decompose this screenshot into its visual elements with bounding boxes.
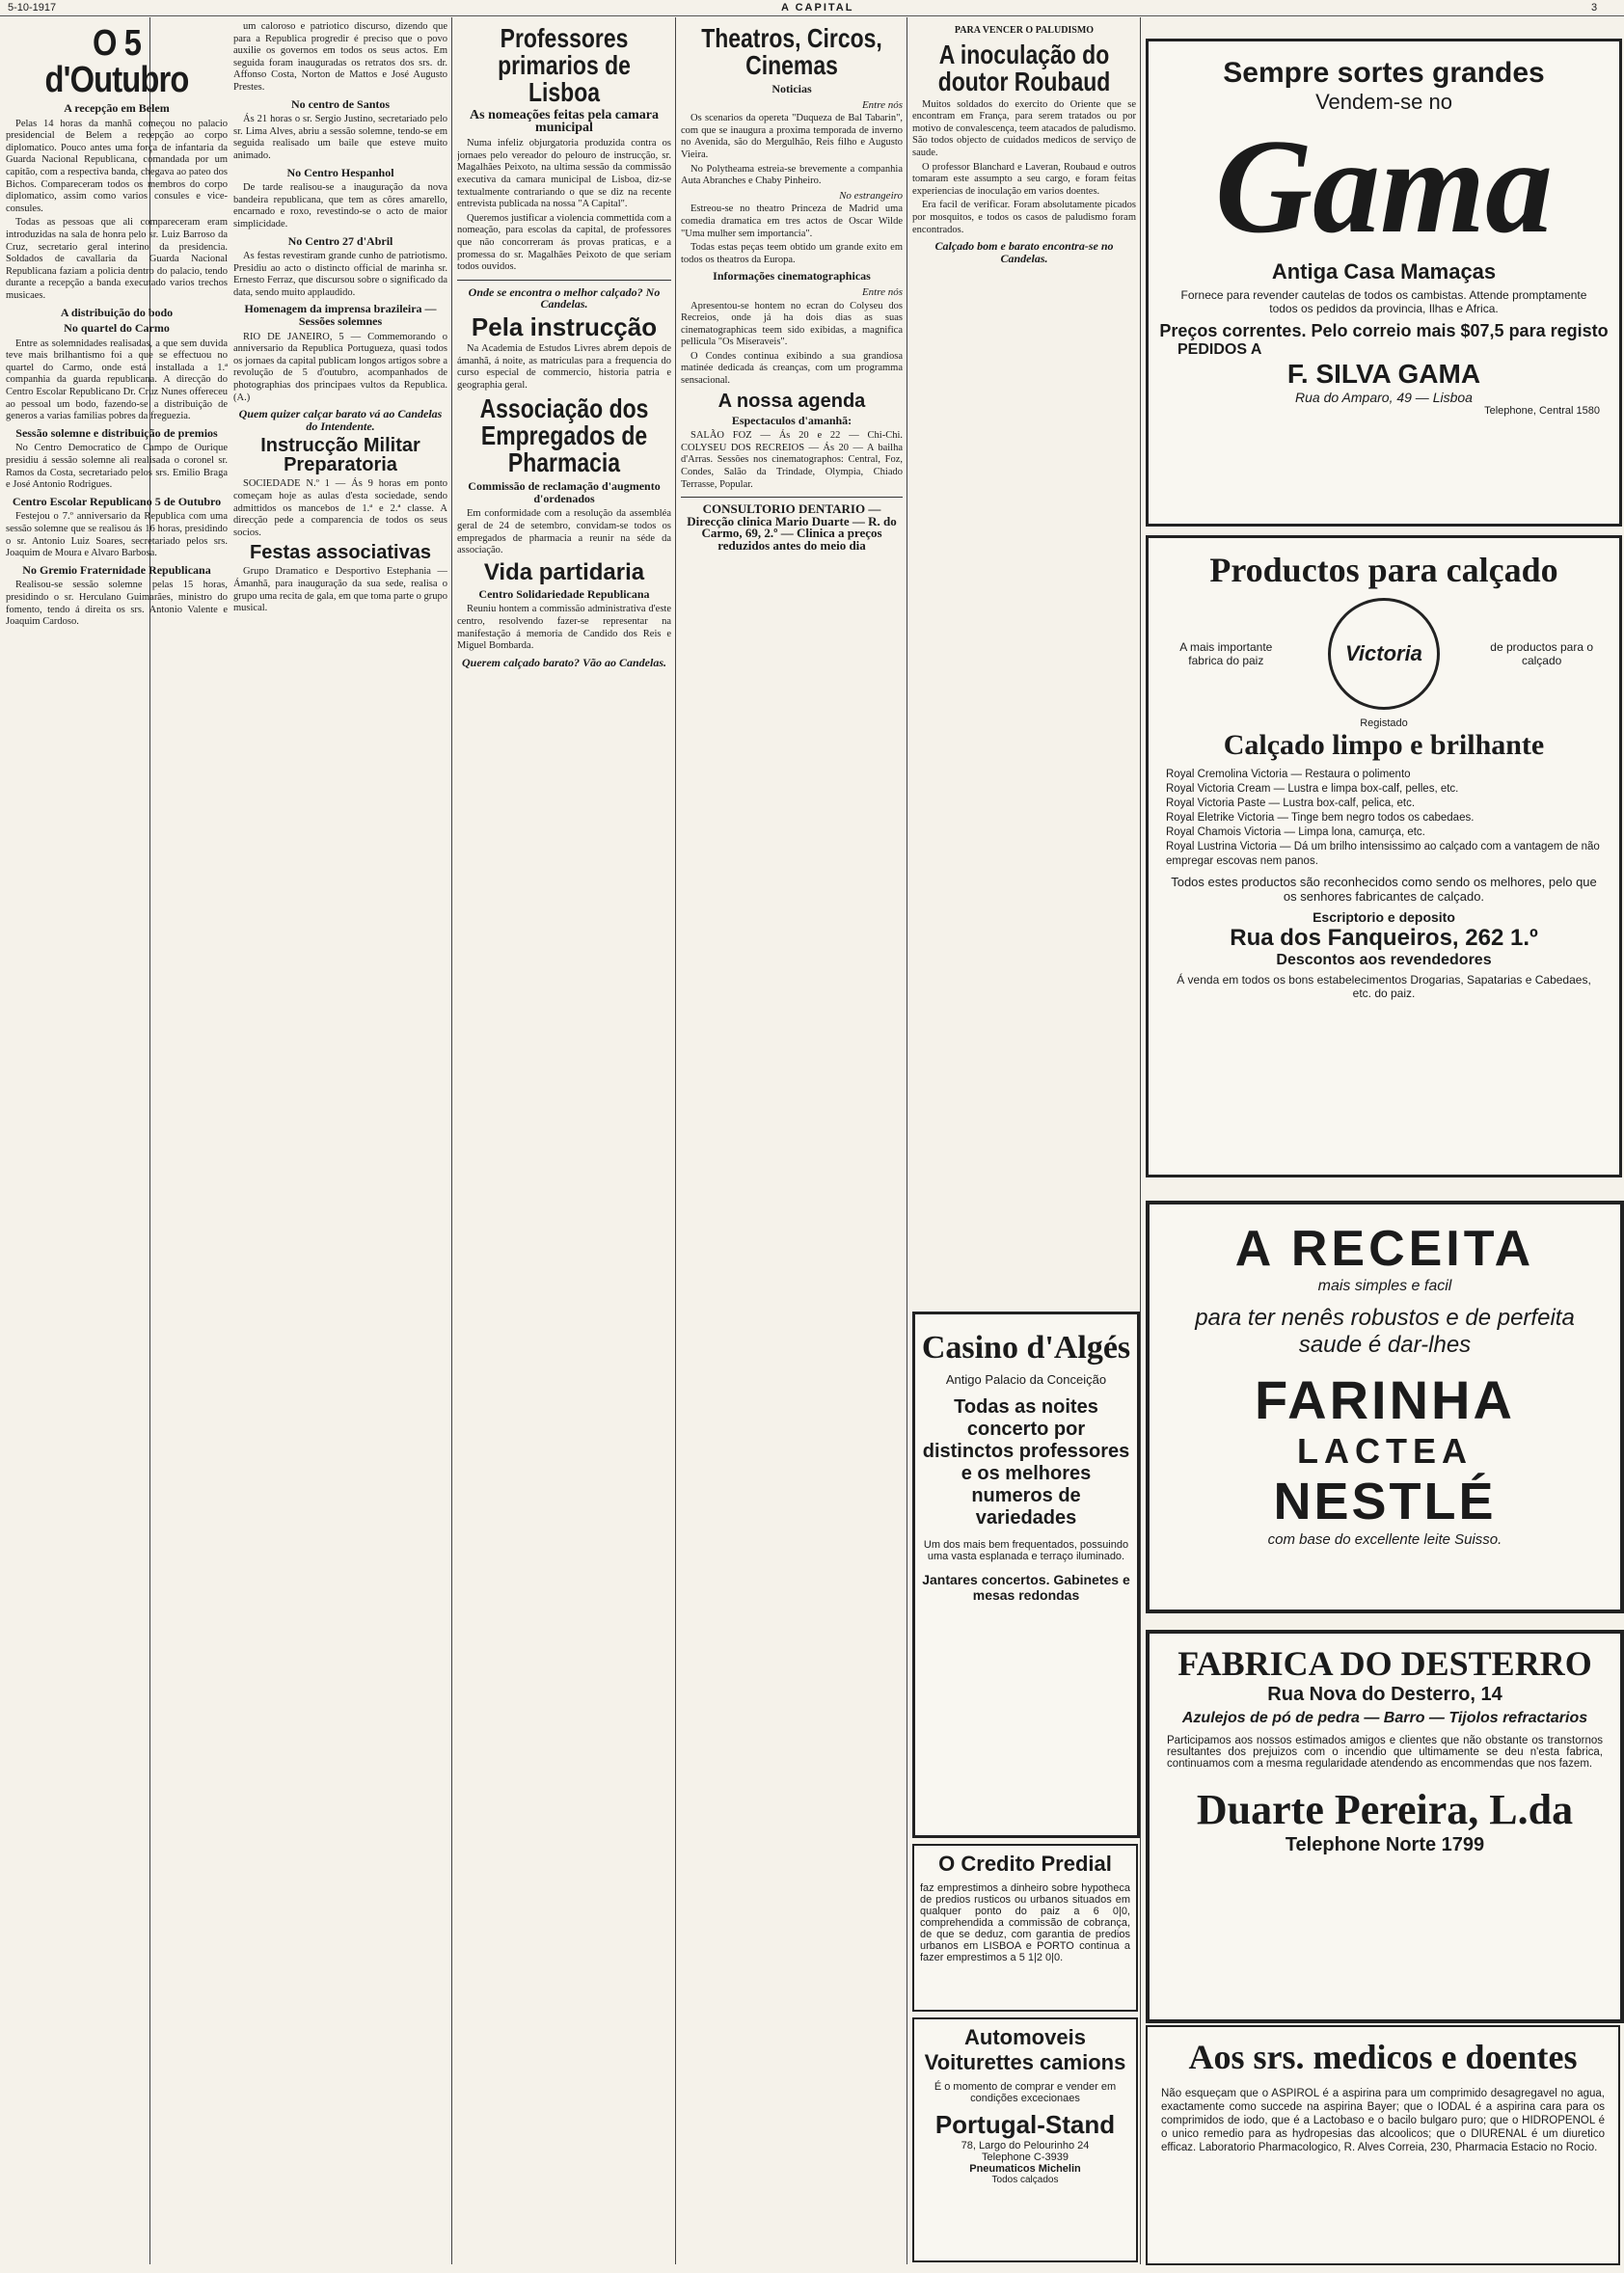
article-paragraph: Queremos justificar a violencia commettida com a nomeação, para escolas da capital, de professores que não concorreram ás provas praticas, e a promessa do sr. Magalhães Peixoto de que seriam todos ouvidos.	[457, 212, 671, 273]
article-paragraph: Realisou-se sessão solemne pelas 15 horas, presidindo o sr. Herculano Guimarães, ministro do fomento, tendo á direita os srs. Antonio Valente e Joaquim Cardoso.	[6, 580, 228, 628]
article-paragraph: O professor Blanchard e Laveran, Roubaud e outros tomaram este assumpto a seu cargo, e foram feitas experiencias de inoculação em varios doentes.	[912, 161, 1136, 197]
section-heading: No centro de Santos	[290, 96, 391, 111]
ad-text: Um dos mais bem frequentados, possuindo uma vasta esplanada e terraço iluminado.	[923, 1539, 1129, 1562]
article-paragraph: Era facil de verificar. Foram absolutamente picados por mosquitos, e todos os casos de paludismo foram encontrados.	[912, 200, 1136, 235]
ad-brand: Portugal-Stand	[934, 2110, 1116, 2139]
product-item: Royal Victoria Cream — Lustra e limpa box-calf, pelles, etc.	[1166, 783, 1459, 795]
ad-title: FABRICA DO DESTERRO	[1177, 1644, 1592, 1683]
column-3	[457, 21, 671, 2268]
masthead-page-number: 3	[1591, 2, 1598, 14]
ad-telephone: Telephone, Central 1580	[1484, 405, 1600, 417]
ad-victoria-shoe-products	[1146, 535, 1622, 1177]
ad-text: É o momento de comprar e vender em condições excecionaes	[934, 2081, 1117, 2104]
section-heading: Sessão solemne e distribuição de premios	[15, 425, 218, 440]
article-paragraph: Grupo Dramatico e Desportivo Estephania — Ámanhã, para inauguração da sua sede, realisa o grupo uma recita de gala, em que toma parte o grupo musical.	[233, 566, 447, 614]
masthead	[0, 0, 1624, 16]
ad-title: O Credito Predial	[938, 1852, 1112, 1876]
section-title-instrucao-militar: Instrucção Militar Preparatoria	[260, 435, 420, 476]
column-5	[912, 21, 1136, 1304]
section-heading: A recepção em Belem	[64, 101, 170, 115]
section-title-festas: Festas associativas	[250, 542, 431, 564]
article-title-vida-partidaria: Vida partidaria	[483, 558, 645, 585]
section-heading: Informações cinematographicas	[713, 269, 871, 284]
column-rule	[1140, 17, 1141, 2264]
section-subheading: Commissão de reclamação d'augmento d'ordenados	[468, 479, 661, 505]
section-subheading: Espectaculos d'amanhã:	[731, 413, 853, 427]
article-title-pharmacia: Associação dos Empregados de Pharmacia	[479, 393, 649, 478]
ad-company: Duarte Pereira, L.da	[1196, 1786, 1574, 1833]
ad-text: para ter nenês robustos e de perfeita saude é dar-lhes	[1195, 1305, 1575, 1358]
section-heading: No Centro 27 d'Abril	[287, 233, 393, 248]
candelas-notice: Calçado bom e barato encontra-se no Candelas.	[934, 239, 1114, 265]
article-paragraph: SOCIEDADE N.º 1 — Ás 9 horas em ponto começam hoje as aulas d'esta sociedade, sendo admittidos os mancebos de 1.ª e 2.ª classe. A direcção pede a comparencia de todos os seus socios.	[233, 478, 447, 538]
column-rule	[451, 17, 452, 2264]
ad-tagline: com base do excellente leite Suisso.	[1267, 1531, 1502, 1548]
ad-title: A RECEITA	[1234, 1221, 1535, 1277]
ad-headline: Calçado limpo e brilhante	[1223, 729, 1545, 761]
section-heading: As nomeações feitas pela camara municipal	[470, 108, 659, 135]
ad-nestle	[1146, 1201, 1624, 1613]
ad-headline: Sempre sortes grandes	[1223, 57, 1545, 89]
article-title-theatros: Theatros, Circos, Cinemas	[701, 23, 882, 80]
ad-title: Casino d'Algés	[921, 1330, 1131, 1366]
ad-product: FARINHA	[1255, 1369, 1515, 1430]
ad-text: Todos estes productos são reconhecidos como sendo os melhores, pelo que os senhores fabricantes de calçado.	[1171, 875, 1597, 904]
article-paragraph: Pelas 14 horas da manhã começou no palacio presidencial de Belem a recepção ao corpo diplomatico. Pouco antes uma força de infantaria da Guarda Nacional Republicana, comandada por um capitão, com a respectiva banda, chegava ao pateo dos Bichos. Compareceram todos os membros do corpo diplomatico, assim como varios consules e vice-consules.	[6, 118, 228, 214]
ad-aspirol	[1146, 2025, 1620, 2265]
article-paragraph: Entre as solemnidades realisadas, a que sem duvida teve mais brilhantismo foi a que se effectuou no quartel do Carmo, onde está installada a 1.ª companhia da guarda republicana. A direcção do Centro Escolar Republicano Dr. Cruz Nunes offereceu ao pessoal um bodo, fazendo-se a distribuição de generos a varias familias pobres da freguezia.	[6, 338, 228, 422]
article-paragraph: As festas revestiram grande cunho de patriotismo. Presidiu ao acto o distincto official de marinha sr. Ernesto Ferraz, que discursou sobre o significado da data, sendo muito applaudido.	[233, 251, 447, 298]
ad-address: Rua Nova do Desterro, 14	[1267, 1684, 1502, 1705]
section-subheading: Centro Solidariedade Republicana	[478, 586, 650, 601]
ad-text: faz emprestimos a dinheiro sobre hypotheca de predios rusticos ou urbanos situados em qualquer ponto do paiz a 6 0|0, comprehendida a commissão de cobrança, de que se deduz, com garantia de predios urbanos em LISBOA e PORTO continua a fazer emprestimos a 5 1|2 0|0.	[920, 1882, 1130, 1963]
ad-footer: Jantares concertos. Gabinetes e mesas redondas	[922, 1572, 1130, 1603]
candelas-notice: Onde se encontra o melhor calçado? No Candelas.	[468, 284, 661, 311]
article-paragraph: Numa infeliz objurgatoria produzida contra os jornaes pelo vereador do pelouro de instrucção, sr. Magalhães Peixoto, na ultima sessão da commissão executiva da camara municipal de Lisboa, diz-se textualmente contrariando o que se diz na recente entrevista publicada na nossa "A Capital".	[457, 138, 671, 210]
ad-address: Rua do Amparo, 49 — Lisboa	[1295, 390, 1473, 405]
product-item: Royal Victoria Paste — Lustra box-calf, pelica, etc.	[1166, 798, 1416, 809]
ad-address: 78, Largo do Pelourinho 24	[961, 2140, 1090, 2151]
section-heading: No Centro Hespanhol	[286, 165, 394, 179]
ad-office-label: Escriptorio e deposito	[1313, 909, 1455, 925]
article-paragraph: De tarde realisou-se a inauguração da nova bandeira republicana, que tem as côres amarello, encarnado e roxo, revestindo-se o acto de maior simplicidade.	[233, 182, 447, 230]
ad-brand-logo: Gama	[1215, 112, 1553, 261]
product-item: Royal Lustrina Victoria — Dá um brilho intensissimo ao calçado com a vantagem de não empregar escovas nem panos.	[1166, 841, 1600, 867]
victoria-medallion-icon	[1328, 598, 1440, 710]
ad-fabrica-desterro	[1146, 1630, 1624, 2023]
article-kicker: PARA VENCER O PALUDISMO	[954, 25, 1095, 36]
article-title-pela-instrucao: Pela instrucção	[471, 311, 658, 341]
article-paragraph: Em conformidade com a resolução da assembléa geral de 24 de setembro, convidam-se todos os empregados de pharmacia a reunir na séde da associação.	[457, 508, 671, 556]
product-item: Royal Chamois Victoria — Limpa lona, camurça, etc.	[1166, 826, 1425, 838]
column-4	[681, 21, 903, 2268]
article-paragraph: Os scenarios da opereta "Duqueza de Bal Tabarin", com que se inaugura a proxima temporada de inverno no Avenida, são do Mergulhão, Reis filho e Augusto Vieira.	[681, 113, 903, 160]
ad-footer: Pneumaticos Michelin	[969, 2163, 1081, 2175]
ad-telephone: Telephone Norte 1799	[1285, 1834, 1485, 1855]
article-paragraph: Reuniu hontem a commissão administrativa d'este centro, resolvendo fazer-se representar na manifestação á memoria de Candido dos Reis e Miguel Bombarda.	[457, 604, 671, 652]
ad-title: Productos para calçado	[1209, 551, 1558, 589]
column-1	[6, 21, 228, 2268]
article-paragraph: Estreou-se no theatro Princeza de Madrid uma comedia dramatica em tres actos de Oscar Wilde "Uma mulher sem importancia".	[681, 203, 903, 239]
article-paragraph: um caloroso e patriotico discurso, dizendo que para a Republica progredir é preciso que o povo auxilie os governos em todos os seus actos. Em seguida foram inauguradas os retratos dos srs. dr. Affonso Costa, Norton de Mattos e José Augusto Prestes.	[233, 21, 447, 93]
ad-casino-alges	[912, 1312, 1140, 1838]
ad-telephone: Telephone C-3939	[982, 2151, 1069, 2163]
section-heading: Centro Escolar Republicano 5 de Outubro	[12, 494, 222, 508]
ad-orders-label: PEDIDOS A	[1177, 341, 1262, 358]
article-paragraph: No Centro Democratico de Campo de Ourique presidiu á sessão solemne ali realisada o coronel sr. Ramos da Costa, secretariado pelos srs. Emilio Braga e José Antonio Rodrigues.	[6, 443, 228, 491]
candelas-notice: Quem quizer calçar barato vá ao Candelas do Intendente.	[238, 407, 443, 433]
article-paragraph: Todas as pessoas que ali compareceram eram introduzidas na sala de honra pelo sr. Luiz Barroso da Cruz, secretario geral interino da presidencia. Soldados de cavallaria da Guarda Nacional Republicana faziam a policia dentro do palacio, tendo durante a recepção a banda executado varios trechos musicaes.	[6, 217, 228, 301]
candelas-notice: Querem calçado barato? Vão ao Candelas.	[462, 655, 666, 669]
ad-text: Não esqueçam que o ASPIROL é a aspirina para um comprimido desagregavel no agua, exactamente como succede na aspirina Bayer; que o IODAL é a aspirina cara para os comprimidos de iodo, que é a Lactobaso e o bacilo bulgaro puro; que o HIDROPENOL é o unico remedio para as hydropesias das alcoolicos; que o DIURENAL é um diuretico efficaz. Laboratorio Pharmacologico, R. Alves Correia, 230, Pharmacia Estacio no Rocio.	[1161, 2088, 1605, 2153]
ad-brand: Victoria	[1345, 641, 1422, 665]
ad-merchant: F. SILVA GAMA	[1286, 359, 1481, 389]
article-paragraph: No Polytheama estreia-se brevemente a companhia Auta Abranches e Chaby Pinheiro.	[681, 163, 903, 187]
ad-title: Automoveis Voiturettes camions	[924, 2025, 1126, 2074]
masthead-title: A CAPITAL	[781, 2, 854, 14]
section-subheading: No quartel do Carmo	[64, 321, 170, 336]
article-paragraph: RIO DE JANEIRO, 5 — Commemorando o anniversario da Republica Portugueza, quasi todos os jornaes da capital publicam longos artigos sobre a revolução de 5 d'outubro, acompanhados de photographias dos principaes vultos da Republica. (A.)	[233, 331, 447, 403]
ad-subtitle: Antigo Palacio da Conceição	[945, 1372, 1107, 1387]
section-heading: No Gremio Fraternidade Republicana	[22, 562, 211, 577]
ad-gama-lottery	[1146, 39, 1622, 527]
section-tag: No estrangeiro	[839, 189, 903, 202]
column-rule	[675, 17, 676, 2264]
ad-prices: Preços correntes. Pelo correio mais $07,5 para registo	[1159, 321, 1609, 340]
column-2	[233, 21, 447, 2268]
ad-text: Fornece para revender cautelas de todos os cambistas. Attende promptamente todos os pedidos da provincia, Ilhas e Africa.	[1180, 288, 1587, 315]
masthead-date: 5-10-1917	[8, 2, 57, 14]
ad-title: Antiga Casa Mamaças	[1271, 259, 1497, 284]
ad-title: Aos srs. medicos e doentes	[1188, 2038, 1578, 2076]
ad-product-type: LACTEA	[1297, 1431, 1473, 1471]
ad-discount: Descontos aos revendedores	[1276, 952, 1492, 968]
ad-subtitle: mais simples e facil	[1317, 1278, 1452, 1294]
ad-text: Participamos aos nossos estimados amigos e clientes que não obstante os transtornos resultantes dos prejuizos com o incendio que ultimamente se deu n'esta fabrica, continuamos com a mesma regularidade atendendo as encommendas que nos fazem.	[1167, 1735, 1603, 1770]
section-subheading: Noticias	[771, 82, 812, 95]
ad-portugal-stand	[912, 2017, 1138, 2262]
ad-footer-note: Todos calçados	[991, 2175, 1059, 2185]
ad-sales-text: Á venda em todos os bons estabelecimentos Drogarias, Sapatarias e Cabedaes, etc. do paiz.	[1177, 973, 1591, 1000]
section-heading: Homenagem da imprensa brazileira — Sessões solemnes	[244, 302, 437, 329]
article-paragraph: SALÃO FOZ — Ás 20 e 22 — Chi-Chi. COLYSEU DOS RECREIOS — Ás 20 — A bailha d'Arras. Sessões nos cinematographos: Central, Foz, Condes, Salão da Trindade, Olympia, Chiado Terrasse, Popular.	[681, 430, 903, 490]
product-item: Royal Cremolina Victoria — Restaura o polimento	[1166, 769, 1411, 780]
section-tag: Entre nós	[861, 98, 903, 111]
article-paragraph: O Condes continua exibindo a sua grandiosa matinée dedicada ás creanças, com um programma sensacional.	[681, 350, 903, 387]
product-item: Royal Eletrike Victoria — Tinge bem negro todos os cabedaes.	[1166, 812, 1475, 824]
ad-left-text: A mais importante fabrica do paiz	[1179, 640, 1273, 667]
dental-clinic-ad: CONSULTORIO DENTARIO — Direcção clinica Mario Duarte — R. do Carmo, 69, 2.º — Clinica a preços reduzidos antes do meio dia	[687, 501, 897, 553]
ad-headline: Todas as noites concerto por distinctos professores e os melhores numeros de variedades	[922, 1396, 1130, 1529]
article-title-5-outubro: O 5 d'Outubro	[44, 23, 189, 100]
article-paragraph: Na Academia de Estudos Livres abrem depois de ámanhã, á noite, as matriculas para a frequencia do curso especial de commercio, historia patria e geographia geral.	[457, 342, 671, 391]
ad-address: Rua dos Fanqueiros, 262 1.º	[1230, 925, 1538, 951]
ad-subheadline: Vendem-se no	[1315, 90, 1452, 114]
article-title-professores: Professores primarios de Lisboa	[498, 23, 631, 107]
ad-credito-predial	[912, 1844, 1138, 2012]
article-paragraph: Festejou o 7.º anniversario da Republica com uma sessão solemne que se realisou ás 16 horas, presidindo o sr. Antonio Luiz Soares, secretariado pelos srs. Joaquim de Moura e Alvaro Barbosa.	[6, 511, 228, 559]
ad-products: Azulejos de pó de pedra — Barro — Tijolos refractarios	[1181, 1710, 1588, 1726]
section-title-agenda: A nossa agenda	[717, 390, 866, 412]
ad-brand: NESTLÉ	[1273, 1473, 1497, 1530]
article-paragraph: Muitos soldados do exercito do Oriente que se encontram em França, para serem tratados ou por motivo de convalescença, teem atacados de paludismo. São todos objecto de cuidados medicos de serviço de saude.	[912, 98, 1136, 158]
article-paragraph: Ás 21 horas o sr. Sergio Justino, secretariado pelo sr. Lima Alves, abriu a sessão solemne, tendo-se em seguida realisado um baile que esteve muito animado.	[233, 114, 447, 161]
ad-right-text: de productos para o calçado	[1490, 640, 1594, 667]
section-heading: A distribuição do bodo	[60, 305, 174, 319]
article-paragraph: Apresentou-se hontem no ecran do Colyseu dos Recreios, onde já ha dois dias as suas cinematographicas teem sido exibidas, a magnifica pellicula "Os Miseraveis".	[681, 300, 903, 348]
article-title-roubaud: A inoculação do doutor Roubaud	[937, 39, 1111, 96]
ad-registered: Registado	[1360, 717, 1408, 729]
article-paragraph: Todas estas peças teem obtido um grande exito em todos os theatros da Europa.	[681, 242, 903, 265]
section-tag: Entre nós	[861, 285, 903, 298]
